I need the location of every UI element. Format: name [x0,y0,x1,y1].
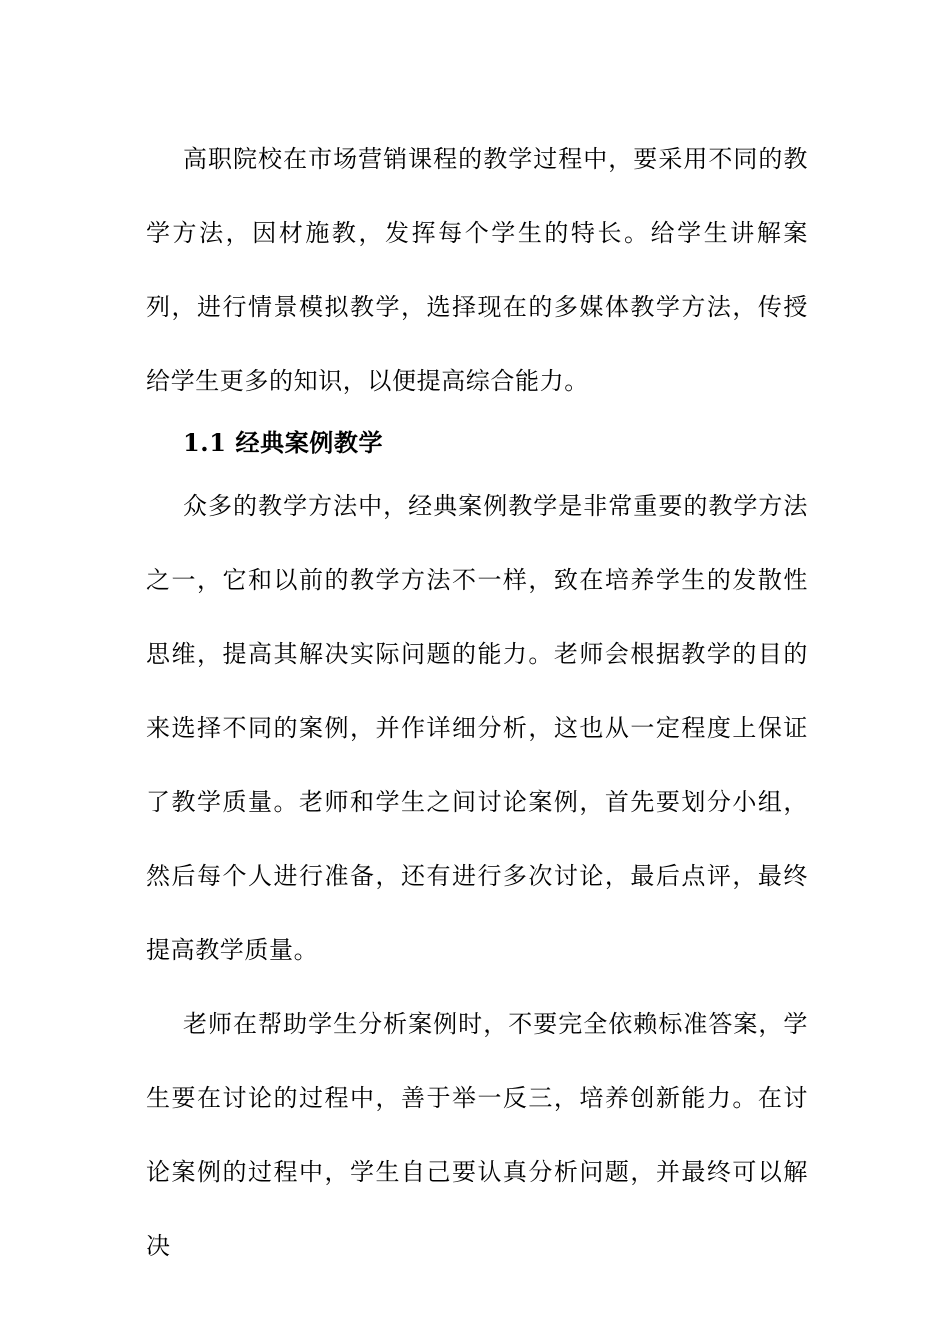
paragraph-case-teaching-1: 众多的教学方法中，经典案例教学是非常重要的教学方法之一，它和以前的教学方法不一样，致在培养学生的发散性思维，提高其解决实际问题的能力。老师会根据教学的目的来选择不同的案例，并作详细分析，这也从一定程度上保证了教学质量。老师和学生之间讨论案例，首先要划分小组，然后每个人进行准备，还有进行多次讨论，最后点评，最终提高教学质量。 [146,492,808,964]
document-body [146,122,808,1283]
paragraph-case-teaching-2: 老师在帮助学生分析案例时，不要完全依赖标准答案，学生要在讨论的过程中，善于举一反三，培养创新能力。在讨论案例的过程中，学生自己要认真分析问题，并最终可以解决 [146,1010,808,1260]
paragraph-intro: 高职院校在市场营销课程的教学过程中，要采用不同的教学方法，因材施教，发挥每个学生的特长。给学生讲解案列，进行情景模拟教学，选择现在的多媒体教学方法，传授给学生更多的知识，以便提高综合能力。 [146,145,808,395]
section-heading: 1.1 经典案例教学 [183,428,384,457]
